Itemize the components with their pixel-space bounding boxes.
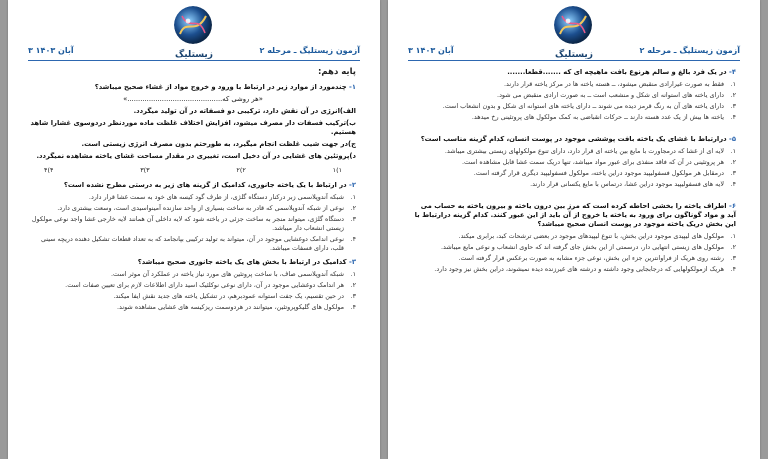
question-number: ۴- (729, 68, 736, 76)
option[interactable]: ۱. شبکه آندوپلاسمی زبر درکنار دستگاه گلژی، از طرف گود کیسه های خود به سمت غشا قرار دارد. (88, 193, 356, 201)
choice[interactable]: ۴)۴ (44, 166, 54, 174)
option[interactable]: ۴. یاخته ها بیش از یک عدد هسته دارند ــ حرکات انقباضی به کمک مولکول های پروتئینی رخ میدهد. (471, 113, 736, 121)
option[interactable]: ۳. رشته روی هریک از فراوانترین جزء این بخش، نوعی جزء مشابه به صورت برعکس قرار گرفته است. (458, 254, 736, 262)
option[interactable]: ۲. هر اندامک دوغشایی موجود در آن، دارای نوعی نوکلئیک اسید دارای اطلاعات لازم برای تعیین صفات است. (65, 281, 356, 289)
question-5 (410, 135, 736, 189)
answer-choices (30, 164, 356, 175)
statement: د)پروتئین های غشایی در آن دخیل است، تغییری در مقدار مساحت غشای یاخته مشاهده نمیگردد. (36, 152, 356, 160)
page-content (30, 68, 356, 459)
document-page-left (8, 0, 380, 459)
exam-date: ۳ آبان ۱۴۰۳ (408, 46, 454, 55)
logo-image (554, 6, 592, 44)
option[interactable]: ۳. در حین تقسیم، یک جفت استوانه عمودبرهم، در تشکیل یاخته های جدید نقش ایفا میکند. (113, 292, 356, 300)
statement: ب)ترکیب فسفات دار مصرف میشود، افزایش اختلاف غلظت ماده موردنظر دردوسوی غشارا شاهد هستیم. (30, 119, 356, 136)
question-6 (410, 202, 736, 274)
question-3 (30, 258, 356, 312)
page-header (408, 44, 740, 58)
document-page-right (388, 0, 760, 459)
question-text: ۴- در یک فرد بالغ و سالم هرنوع بافت ماهیچه ای که .......قطعا....... (507, 68, 736, 76)
option[interactable]: ۲. مولکول های زیستی انتهایی دار، درسمتی از این بخش جای گرفته اند که حاوی انشعاب و نوعی مایع میباشد. (440, 243, 736, 251)
option[interactable]: ۱. مولکول های لیپیدی موجود دراین بخش، با تنوع لیپیدهای موجود در بعضی ترشحات کبد، برابری میکند. (458, 232, 736, 240)
exam-title: آزمون زیستلیگ ـ مرحله ۲ (259, 46, 360, 55)
question-text: ۳- کدامیک در ارتباط با بخش های یک یاخته جانوری صحیح میباشد؟ (137, 258, 356, 266)
page-content (410, 68, 736, 459)
question-2 (30, 181, 356, 253)
question-text: ۱- چندمورد از موارد زیر در ارتباط با ورود و خروج مواد از غشاء صحیح میباشد؟ (94, 83, 356, 91)
question-text: ۵- درارتباط با غشای یک یاخته بافت پوششی موجود در پوست انسان، کدام گزینه مناسب است؟ (420, 135, 736, 143)
header-divider (28, 60, 360, 61)
option[interactable]: ۱. لایه ای از غشا که درمجاورت با مایع بین یاخته ای قرار دارد، دارای تنوع مولکولهای زیستی بیشتری میباشد. (444, 147, 736, 155)
option[interactable]: ۳. درمقابل هر مولکول فسفولیپید موجود دراین یاخته، مولکول فسفولیپید دیگری قرار گرفته است. (473, 169, 736, 177)
question-number: ۱- (349, 83, 356, 91)
exam-date: ۳ آبان ۱۴۰۳ (28, 46, 74, 55)
option[interactable]: ۴. هریک ازمولکولهایی که درجابجایی وجود داشته و درشته های غیرزنده دیده نمیشوند، دراین بخش نیز وجود دارد. (434, 265, 736, 273)
choice[interactable]: ۲)۲ (236, 166, 246, 174)
statement: ج)در جهت شیب غلظت انجام میگیرد، به طورحتم بدون مصرف انرژی زیستی است. (81, 140, 356, 148)
question-text: ۲- در ارتباط با یک یاخته جانوری، کدامیک از گزینه های زیر به درستی مطرح نشده است؟ (63, 181, 356, 189)
statement: «هر روشی که............................................» (123, 95, 263, 103)
brand-name: زیستلیگ (555, 50, 593, 60)
question-4 (410, 68, 736, 122)
brand-name: زیستلیگ (175, 50, 213, 60)
option[interactable]: ۱. شبکه آندوپلاسمی صاف، با ساخت پروتئین های مورد نیاز یاخته در عملکرد آن موثر است. (111, 270, 356, 278)
choice[interactable]: ۳)۳ (140, 166, 150, 174)
question-number: ۳- (349, 258, 356, 266)
statement: الف)انرژی در آن نقش دارد، ترکیبی دو فسفاته در آن تولید میگردد. (133, 107, 356, 115)
logo-image (174, 6, 212, 44)
question-number: ۲- (349, 181, 356, 189)
option[interactable]: ۳. دستگاه گلژی، میتواند منجر به ساخت جزئی در یاخته شود که لایه داخلی آن همانند لایه خارجی غشا واجد نوعی مولکول زیستی انشعاب دار میباشد. (31, 215, 356, 232)
option[interactable]: ۲. هر پروتئینی در آن که فاقد منفذی برای عبور مواد میباشد، تنها دریک سمت غشا قابل مشاهده است. (461, 158, 736, 166)
option[interactable]: ۲. نوعی از شبکه آندوپلاسمی که قادر به ساخت بسیاری از واحد سازنده آمینواسیدی است، وسعت بیشتری دارد. (57, 204, 356, 212)
option[interactable]: ۴. لایه های فسفولیپید موجود دراین غشا، درتماس با مایع یکسانی قرار دارند. (530, 180, 736, 188)
page-header (28, 44, 360, 58)
section-title: پایه دهم: (317, 67, 356, 77)
option[interactable]: ۴. نوعی اندامک دوغشایی موجود در آن، میتواند به تولید ترکیبی بپانجامد که به تعداد قطعات تشکیل دهنده دریچه سینی قلب، دارای فسفات میباشد. (40, 235, 356, 252)
option[interactable]: ۱. فقط به صورت غیرارادی منقبض میشود، ــ هسته یاخته ها در مرکز یاخته قرار دارند. (503, 80, 736, 88)
choice[interactable]: ۱)۱ (332, 166, 342, 174)
question-text: ۶- اطراف یاخته را بخشی احاطه کرده است که مرز بین درون یاخته و بیرون یاخته به حساب می آید و مواد گوناگون برای ورود به یاخته یا خروج از آن باید از این عبور کنند. کدام گزینه درارتباط با این بخش دریک یاخته موجود در پوست انسان صحیح میباشد؟ (414, 202, 736, 228)
question-number: ۵- (729, 135, 736, 143)
option[interactable]: ۴. مولکول های گلیکوپروتئین، میتوانند در هردوسمت ریزکیسه های غشایی مشاهده شوند. (116, 303, 356, 311)
question-number: ۶- (729, 202, 736, 210)
exam-title: آزمون زیستلیگ ـ مرحله ۲ (639, 46, 740, 55)
question-1 (30, 83, 356, 175)
header-divider (408, 60, 740, 61)
option[interactable]: ۳. دارای یاخته های آن به رنگ قرمز دیده می شوند ــ دارای یاخته های استوانه ای شکل و بدون انشعاب است. (442, 102, 736, 110)
option[interactable]: ۲. دارای یاخته های استوانه ای شکل و منشعب است ــ به صورت ارادی منقبض می شود. (497, 91, 736, 99)
